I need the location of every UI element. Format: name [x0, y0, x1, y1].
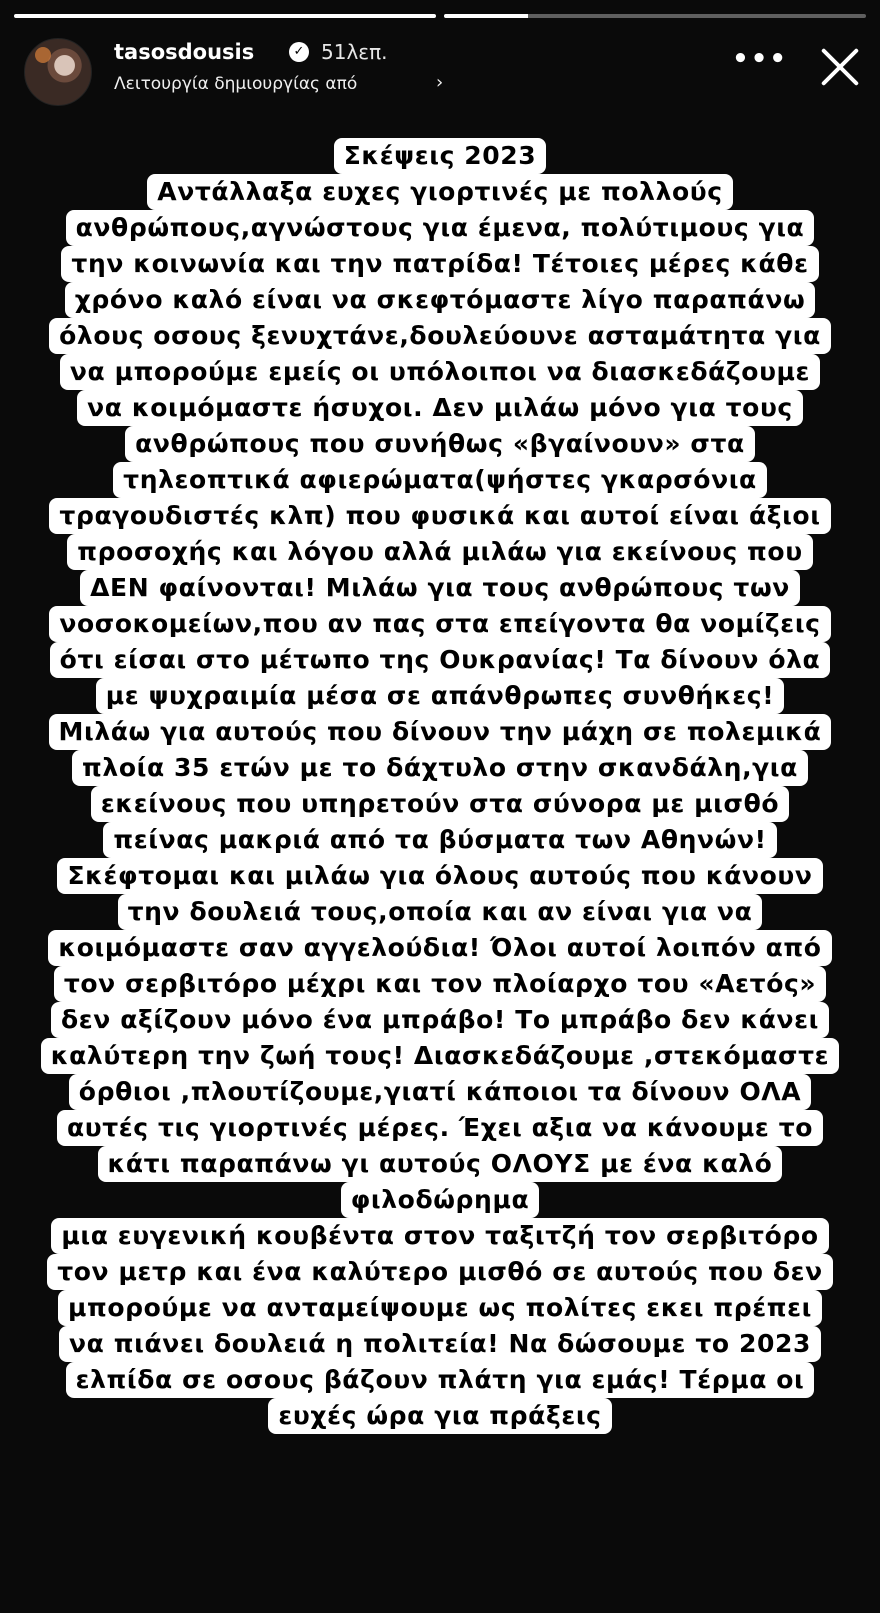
close-icon[interactable] — [818, 44, 862, 88]
story-line-text: να κοιμόμαστε ήσυχοι. Δεν μιλάω μόνο για τους — [77, 390, 803, 426]
story-line — [20, 1182, 860, 1218]
story-line-text: δεν αξίζουν μόνο ένα μπράβο! Το μπράβο δεν κάνει — [51, 1002, 829, 1038]
chevron-right-icon[interactable]: › — [436, 72, 444, 93]
story-line-text: κάτι παραπάνω γι αυτούς ΟΛΟΥΣ με ένα καλό — [98, 1146, 783, 1182]
story-line-text: ΔΕΝ φαίνονται! Μιλάω για τους ανθρώπους των — [80, 570, 800, 606]
story-line-text: όλους οσους ξενυχτάνε,δουλεύουνε ασταμάτητα για — [49, 318, 831, 354]
story-line-text: τηλεοπτικά αφιερώματα(ψήστες γκαρσόνια — [113, 462, 767, 498]
story-line — [20, 462, 860, 498]
story-line — [20, 1074, 860, 1110]
story-line — [20, 138, 860, 174]
story-line — [20, 174, 860, 210]
post-time: 51λεπ. — [321, 40, 388, 64]
story-line-text: τραγουδιστές κλπ) που φυσικά και αυτοί είναι άξιοι — [49, 498, 830, 534]
story-line-text: Σκέψεις 2023 — [334, 138, 547, 174]
story-line — [20, 1290, 860, 1326]
story-line — [20, 246, 860, 282]
story-text-block — [20, 138, 860, 1434]
story-line — [20, 1218, 860, 1254]
story-line — [20, 750, 860, 786]
progress-fill-1 — [14, 14, 436, 18]
story-line — [20, 210, 860, 246]
story-line — [20, 786, 860, 822]
story-line-text: ελπίδα σε οσους βάζουν πλάτη για εμάς! Τέρμα οι — [66, 1362, 815, 1398]
progress-segment-2 — [444, 14, 866, 18]
story-line-text: ότι είσαι στο μέτωπο της Ουκρανίας! Τα δίνουν όλα — [50, 642, 831, 678]
story-line — [20, 1398, 860, 1434]
story-line — [20, 534, 860, 570]
progress-segment-1 — [14, 14, 436, 18]
story-line — [20, 678, 860, 714]
story-line-text: ανθρώπους,αγνώστους για έμενα, πολύτιμους για — [66, 210, 815, 246]
story-line — [20, 1002, 860, 1038]
username[interactable]: tasosdousis — [114, 40, 255, 64]
story-line-text: τον σερβιτόρο μέχρι και τον πλοίαρχο του «Αετός» — [54, 966, 826, 1002]
story-line — [20, 498, 860, 534]
story-line-text: εκείνους που υπηρετούν στα σύνορα με μισθό — [91, 786, 789, 822]
story-line-text: μια ευγενική κουβέντα στον ταξιτζή τον σερβιτόρο — [51, 1218, 828, 1254]
story-progress — [14, 14, 866, 18]
story-line-text: να πιάνει δουλειά η πολιτεία! Να δώσουμε το 2023 — [59, 1326, 821, 1362]
story-line-text: την δουλειά τους,οποία και αν είναι για να — [118, 894, 763, 930]
story-line-text: Αντάλλαξα ευχες γιορτινές με πολλούς — [147, 174, 732, 210]
story-line — [20, 426, 860, 462]
story-line-text: χρόνο καλό είναι να σκεφτόμαστε λίγο παραπάνω — [65, 282, 816, 318]
verified-badge-icon: ✓ — [289, 42, 309, 62]
story-line — [20, 894, 860, 930]
story-line-text: με ψυχραιμία μέσα σε απάνθρωπες συνθήκες! — [96, 678, 784, 714]
avatar-light — [35, 47, 51, 63]
story-line-text: ευχές ώρα για πράξεις — [268, 1398, 611, 1434]
story-line-text: όρθιοι ,πλουτίζουμε,γιατί κάποιοι τα δίνουν ΟΛΑ — [69, 1074, 811, 1110]
story-line — [20, 966, 860, 1002]
more-options-icon[interactable]: ••• — [732, 44, 788, 74]
story-line-text: νοσοκομείων,που αν πας στα επείγοντα θα νομίζεις — [49, 606, 830, 642]
story-line — [20, 390, 860, 426]
story-line — [20, 1146, 860, 1182]
story-line-text: Μιλάω για αυτούς που δίνουν την μάχη σε πολεμικά — [49, 714, 832, 750]
story-line-text: προσοχής και λόγου αλλά μιλάω για εκείνους που — [67, 534, 812, 570]
story-line — [20, 1362, 860, 1398]
avatar[interactable] — [24, 38, 92, 106]
story-line-text: Σκέφτομαι και μιλάω για όλους αυτούς που κάνουν — [57, 858, 822, 894]
story-line — [20, 858, 860, 894]
creator-mode-label[interactable]: Λειτουργία δημιουργίας από — [114, 74, 358, 94]
story-line — [20, 714, 860, 750]
story-line — [20, 1326, 860, 1362]
story-line-text: αυτές τις γιορτινές μέρες. Έχει αξια να κάνουμε το — [57, 1110, 823, 1146]
story-line-text: κοιμόμαστε σαν αγγελούδια! Όλοι αυτοί λοιπόν από — [48, 930, 831, 966]
story-line-text: τον μετρ και ένα καλύτερο μισθό σε αυτούς που δεν — [47, 1254, 833, 1290]
story-line — [20, 318, 860, 354]
story-line-text: καλύτερη την ζωή τους! Διασκεδάζουμε ,στεκόμαστε — [41, 1038, 839, 1074]
story-line-text: πείνας μακριά από τα βύσματα των Αθηνών! — [103, 822, 776, 858]
story-line — [20, 570, 860, 606]
story-line-text: φιλοδώρημα — [341, 1182, 539, 1218]
story-line-text: πλοία 35 ετών με το δάχτυλο στην σκανδάλη,για — [72, 750, 808, 786]
story-line — [20, 1254, 860, 1290]
progress-fill-2 — [444, 14, 528, 18]
story-line — [20, 606, 860, 642]
story-line — [20, 1110, 860, 1146]
story-line — [20, 1038, 860, 1074]
story-header — [24, 34, 862, 104]
story-line — [20, 282, 860, 318]
story-line-text: να μπορούμε εμείς οι υπόλοιποι να διασκεδάζουμε — [60, 354, 820, 390]
story-line-text: ανθρώπους που συνήθως «βγαίνουν» στα — [125, 426, 755, 462]
story-line-text: την κοινωνία και την πατρίδα! Τέτοιες μέρες κάθε — [61, 246, 818, 282]
story-line-text: μπορούμε να ανταμείψουμε ως πολίτες εκει πρέπει — [58, 1290, 822, 1326]
story-line — [20, 354, 860, 390]
story-line — [20, 642, 860, 678]
story-line — [20, 930, 860, 966]
story-line — [20, 822, 860, 858]
